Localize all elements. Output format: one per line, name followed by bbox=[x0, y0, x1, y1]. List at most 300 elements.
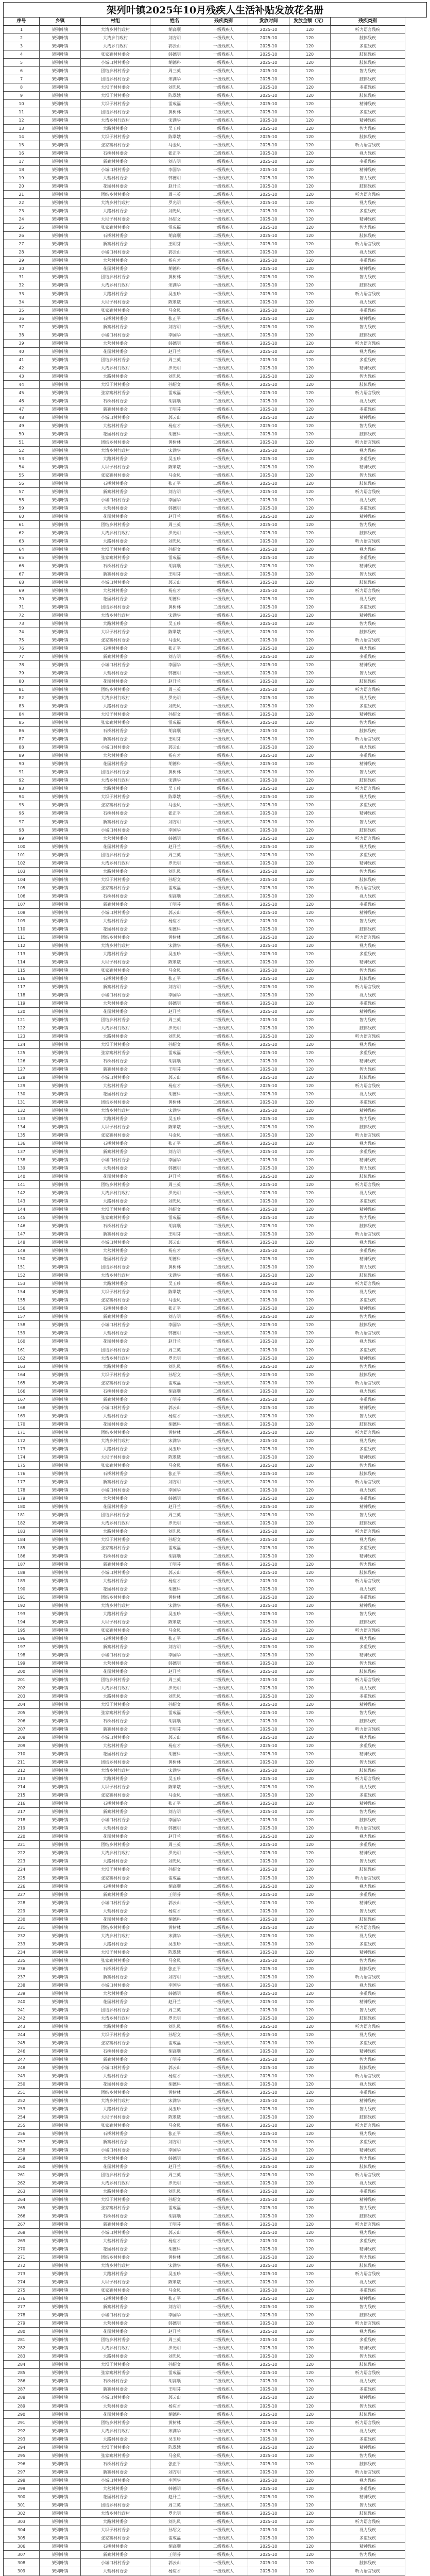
table-cell: 2025-10 bbox=[248, 537, 289, 546]
table-cell: 120 bbox=[289, 2006, 331, 2014]
table-cell: 131 bbox=[4, 1098, 40, 1107]
table-cell: 大坝子村村委会 bbox=[81, 83, 150, 92]
table-cell: 一级残疾人 bbox=[199, 224, 248, 232]
table-cell: 120 bbox=[289, 2534, 331, 2543]
table-cell: 2025-10 bbox=[248, 1610, 289, 1618]
table-cell: 288 bbox=[4, 2394, 40, 2402]
table-cell: 234 bbox=[4, 1948, 40, 1957]
table-cell: 视力残疾 bbox=[331, 1635, 405, 1643]
table-row bbox=[4, 1107, 427, 1115]
table-cell: 2025-10 bbox=[248, 1676, 289, 1684]
table-cell: 架列叶镇 bbox=[40, 620, 81, 628]
table-cell: 一级残疾人 bbox=[199, 1313, 248, 1321]
table-cell: 张家寨村村委会 bbox=[81, 554, 150, 562]
table-cell: 团结乡村村委会 bbox=[81, 108, 150, 116]
table-cell: 120 bbox=[289, 67, 331, 75]
table-cell: 一级残疾人 bbox=[199, 1115, 248, 1123]
table-cell: 235 bbox=[4, 1957, 40, 1965]
table-cell: 120 bbox=[289, 2023, 331, 2031]
table-cell: 120 bbox=[289, 1420, 331, 1429]
table-cell: 一级残疾人 bbox=[199, 2204, 248, 2212]
table-cell: 2025-10 bbox=[248, 1849, 289, 1857]
table-cell: 14 bbox=[4, 133, 40, 141]
table-cell: 120 bbox=[289, 2543, 331, 2551]
table-cell: 架列叶镇 bbox=[40, 1090, 81, 1098]
table-cell: 精神残疾 bbox=[331, 1800, 405, 1808]
table-cell: 赵开兰 bbox=[150, 843, 199, 851]
table-cell: 雷成福 bbox=[150, 2039, 199, 2047]
table-cell: 55 bbox=[4, 471, 40, 480]
table-cell: 架列叶镇 bbox=[40, 884, 81, 892]
table-cell: 120 bbox=[289, 1948, 331, 1957]
table-cell: 61 bbox=[4, 521, 40, 529]
table-cell: 2025-10 bbox=[248, 884, 289, 892]
table-cell: 100 bbox=[4, 843, 40, 851]
table-row bbox=[4, 1998, 427, 2006]
table-cell: 一级残疾人 bbox=[199, 1891, 248, 1899]
table-cell: 120 bbox=[289, 1841, 331, 1849]
table-cell: 238 bbox=[4, 1981, 40, 1990]
table-cell: 119 bbox=[4, 999, 40, 1008]
table-cell: 吴玉珍 bbox=[150, 1610, 199, 1618]
table-cell: 架列叶镇 bbox=[40, 1429, 81, 1437]
table-cell: 刘先凤 bbox=[150, 2518, 199, 2526]
table-cell: 120 bbox=[289, 1701, 331, 1709]
table-cell: 120 bbox=[289, 1354, 331, 1363]
table-row bbox=[4, 1074, 427, 1082]
table-cell: 小城口村村委会 bbox=[81, 909, 150, 917]
table-cell: 大路村村委会 bbox=[81, 1940, 150, 1948]
table-cell: 架列叶镇 bbox=[40, 1816, 81, 1824]
table-cell: 120 bbox=[289, 1189, 331, 1197]
table-cell: 小城口村村委会 bbox=[81, 166, 150, 174]
table-cell: 221 bbox=[4, 1841, 40, 1849]
table-cell: 团结乡村村委会 bbox=[81, 2006, 150, 2014]
table-cell: 架列叶镇 bbox=[40, 2179, 81, 2188]
table-cell: 团结乡村村委会 bbox=[81, 273, 150, 281]
table-cell: 郭云山 bbox=[150, 2394, 199, 2402]
table-cell: 一级残疾人 bbox=[199, 1371, 248, 1379]
table-cell: 120 bbox=[289, 1445, 331, 1453]
table-cell: 2025-10 bbox=[248, 1337, 289, 1346]
table-cell: 一级残疾人 bbox=[199, 1536, 248, 1544]
table-cell: 120 bbox=[289, 1668, 331, 1676]
table-cell: 听力语言残疾 bbox=[331, 488, 405, 496]
table-cell: 新寨村村委会 bbox=[81, 240, 150, 248]
table-cell: 120 bbox=[289, 2064, 331, 2072]
table-row bbox=[4, 2080, 427, 2089]
table-cell: 架列叶镇 bbox=[40, 727, 81, 735]
table-cell: 一级残疾人 bbox=[199, 2056, 248, 2064]
table-cell: 张家寨村村委会 bbox=[81, 884, 150, 892]
table-cell: 120 bbox=[289, 1725, 331, 1734]
table-cell: 138 bbox=[4, 1156, 40, 1164]
table-row bbox=[4, 2212, 427, 2221]
table-row bbox=[4, 215, 427, 224]
table-row bbox=[4, 1857, 427, 1866]
table-cell: 架列叶镇 bbox=[40, 776, 81, 785]
table-cell: 73 bbox=[4, 620, 40, 628]
table-cell: 大坝子村村委会 bbox=[81, 2526, 150, 2534]
table-cell: 罗光明 bbox=[150, 1354, 199, 1363]
table-cell: 79 bbox=[4, 669, 40, 677]
table-cell: 99 bbox=[4, 835, 40, 843]
table-cell: 2025-10 bbox=[248, 1998, 289, 2006]
table-cell: 296 bbox=[4, 2460, 40, 2468]
table-row bbox=[4, 942, 427, 950]
table-cell: 一级残疾人 bbox=[199, 1899, 248, 1907]
table-cell: 120 bbox=[289, 2468, 331, 2477]
table-cell: 一级残疾人 bbox=[199, 1032, 248, 1041]
table-cell: 一级残疾人 bbox=[199, 504, 248, 513]
table-cell: 2025-10 bbox=[248, 480, 289, 488]
table-cell: 二级残疾人 bbox=[199, 1140, 248, 1148]
table-cell: 237 bbox=[4, 1973, 40, 1981]
table-cell: 一级残疾人 bbox=[199, 100, 248, 108]
table-cell: 153 bbox=[4, 1280, 40, 1288]
table-cell: 120 bbox=[289, 2221, 331, 2229]
table-cell: 吴玉珍 bbox=[150, 620, 199, 628]
table-row bbox=[4, 801, 427, 809]
table-cell: 299 bbox=[4, 2485, 40, 2493]
table-row bbox=[4, 1131, 427, 1140]
table-cell: 花园村村委会 bbox=[81, 265, 150, 273]
table-row bbox=[4, 2567, 427, 2575]
table-cell: 二级残疾人 bbox=[199, 273, 248, 281]
table-cell: 智力残疾 bbox=[331, 1412, 405, 1420]
table-cell: 张家寨村村委会 bbox=[81, 224, 150, 232]
table-cell: 2025-10 bbox=[248, 1032, 289, 1041]
table-cell: 架列叶镇 bbox=[40, 785, 81, 793]
table-cell: 精神残疾 bbox=[331, 909, 405, 917]
table-cell: 120 bbox=[289, 2179, 331, 2188]
table-cell: 孙绍文 bbox=[150, 215, 199, 224]
table-cell: 一级残疾人 bbox=[199, 694, 248, 702]
table-cell: 团结乡村村委会 bbox=[81, 1263, 150, 1272]
table-row bbox=[4, 1891, 427, 1899]
table-cell: 大湾乡村行政村 bbox=[81, 1107, 150, 1115]
table-row bbox=[4, 1016, 427, 1024]
table-cell: 120 bbox=[289, 265, 331, 273]
table-cell: 2025-10 bbox=[248, 34, 289, 42]
table-row bbox=[4, 1008, 427, 1016]
table-cell: 多重残疾 bbox=[331, 1692, 405, 1701]
table-cell: 二级残疾人 bbox=[199, 603, 248, 612]
table-row bbox=[4, 2336, 427, 2344]
table-cell: 大营村村委会 bbox=[81, 1247, 150, 1255]
table-cell: 韩德明 bbox=[150, 2485, 199, 2493]
table-cell: 一级残疾人 bbox=[199, 1321, 248, 1329]
table-cell: 智力残疾 bbox=[331, 2253, 405, 2262]
table-cell: 2025-10 bbox=[248, 1800, 289, 1808]
table-cell: 李国华 bbox=[150, 1651, 199, 1659]
table-cell: 视力残疾 bbox=[331, 397, 405, 405]
table-cell: 108 bbox=[4, 909, 40, 917]
table-cell: 架列叶镇 bbox=[40, 1544, 81, 1552]
table-cell: 小城口村村委会 bbox=[81, 248, 150, 257]
table-cell: 一级残疾人 bbox=[199, 1874, 248, 1883]
table-row bbox=[4, 166, 427, 174]
table-cell: 2025-10 bbox=[248, 809, 289, 818]
table-cell: 听力语言残疾 bbox=[331, 191, 405, 199]
table-row bbox=[4, 1404, 427, 1412]
table-cell: 二级残疾人 bbox=[199, 2295, 248, 2303]
table-cell: 76 bbox=[4, 645, 40, 653]
table-cell: 120 bbox=[289, 2419, 331, 2427]
table-cell: 120 bbox=[289, 2377, 331, 2385]
table-cell: 2025-10 bbox=[248, 1016, 289, 1024]
table-cell: 刘方明 bbox=[150, 1478, 199, 1486]
table-cell: 肢体残疾 bbox=[331, 727, 405, 735]
table-cell: 架列叶镇 bbox=[40, 2146, 81, 2155]
table-cell: 杨应才 bbox=[150, 1412, 199, 1420]
table-row bbox=[4, 1280, 427, 1288]
table-cell: 团结乡村村委会 bbox=[81, 356, 150, 364]
table-cell: 一级残疾人 bbox=[199, 909, 248, 917]
table-cell: 二级残疾人 bbox=[199, 356, 248, 364]
table-cell: 297 bbox=[4, 2468, 40, 2477]
table-cell: 架列叶镇 bbox=[40, 1008, 81, 1016]
table-cell: 多重残疾 bbox=[331, 702, 405, 710]
table-row bbox=[4, 1024, 427, 1032]
table-cell: 大湾乡村行政村 bbox=[81, 2427, 150, 2435]
table-cell: 一级残疾人 bbox=[199, 785, 248, 793]
table-row bbox=[4, 1659, 427, 1668]
table-cell: 一级残疾人 bbox=[199, 2319, 248, 2328]
table-cell: 137 bbox=[4, 1148, 40, 1156]
table-cell: 架列叶镇 bbox=[40, 801, 81, 809]
table-cell: 一级残疾人 bbox=[199, 2559, 248, 2567]
table-cell: 刘方明 bbox=[150, 1148, 199, 1156]
table-cell: 120 bbox=[289, 1453, 331, 1462]
table-cell: 刘先凤 bbox=[150, 2023, 199, 2031]
table-cell: 2025-10 bbox=[248, 2196, 289, 2204]
table-cell: 一级残疾人 bbox=[199, 1503, 248, 1511]
table-cell: 大湾乡村行政村 bbox=[81, 2014, 150, 2023]
table-row bbox=[4, 356, 427, 364]
table-cell: 120 bbox=[289, 2122, 331, 2130]
table-cell: 新寨村村委会 bbox=[81, 1065, 150, 1074]
table-cell: 架列叶镇 bbox=[40, 868, 81, 876]
table-row bbox=[4, 1899, 427, 1907]
table-cell: 2025-10 bbox=[248, 1313, 289, 1321]
table-cell: 架列叶镇 bbox=[40, 809, 81, 818]
table-cell: 120 bbox=[289, 1057, 331, 1065]
table-cell: 120 bbox=[289, 42, 331, 50]
table-cell: 大营村村委会 bbox=[81, 2402, 150, 2411]
table-row bbox=[4, 59, 427, 67]
table-cell: 120 bbox=[289, 1849, 331, 1857]
table-cell: 一级残疾人 bbox=[199, 967, 248, 975]
table-cell: 2025-10 bbox=[248, 2072, 289, 2080]
table-cell: 视力残疾 bbox=[331, 892, 405, 901]
table-cell: 架列叶镇 bbox=[40, 1412, 81, 1420]
table-row bbox=[4, 1041, 427, 1049]
table-cell: 王明芬 bbox=[150, 901, 199, 909]
table-cell: 2025-10 bbox=[248, 1528, 289, 1536]
table-cell: 架列叶镇 bbox=[40, 1742, 81, 1750]
table-cell: 架列叶镇 bbox=[40, 116, 81, 125]
table-cell: 27 bbox=[4, 240, 40, 248]
table-cell: 吴玉珍 bbox=[150, 290, 199, 298]
table-cell: 二级残疾人 bbox=[199, 1057, 248, 1065]
table-cell: 2025-10 bbox=[248, 1767, 289, 1775]
table-cell: 胡高顺 bbox=[150, 727, 199, 735]
table-cell: 架列叶镇 bbox=[40, 2493, 81, 2501]
table-cell: 120 bbox=[289, 149, 331, 158]
table-row bbox=[4, 1445, 427, 1453]
table-cell: 精神残疾 bbox=[331, 315, 405, 323]
table-cell: 151 bbox=[4, 1263, 40, 1272]
table-cell: 2025-10 bbox=[248, 1734, 289, 1742]
table-cell: 黄树林 bbox=[150, 768, 199, 776]
table-cell: 小城口村村委会 bbox=[81, 59, 150, 67]
table-row bbox=[4, 859, 427, 868]
table-cell: 120 bbox=[289, 595, 331, 603]
table-cell: 一级残疾人 bbox=[199, 901, 248, 909]
table-cell: 花园村村委会 bbox=[81, 513, 150, 521]
table-cell: 162 bbox=[4, 1354, 40, 1363]
table-cell: 2025-10 bbox=[248, 826, 289, 835]
table-cell: 169 bbox=[4, 1412, 40, 1420]
table-cell: 肢体残疾 bbox=[331, 1074, 405, 1082]
table-cell: 架列叶镇 bbox=[40, 298, 81, 307]
table-cell: 架列叶镇 bbox=[40, 1387, 81, 1396]
table-cell: 2025-10 bbox=[248, 1280, 289, 1288]
table-cell: 周三英 bbox=[150, 1676, 199, 1684]
table-row bbox=[4, 1230, 427, 1239]
table-cell: 刘方明 bbox=[150, 983, 199, 991]
table-cell: 65 bbox=[4, 554, 40, 562]
table-cell: 杨应才 bbox=[150, 2567, 199, 2575]
table-cell: 架列叶镇 bbox=[40, 735, 81, 743]
table-cell: 255 bbox=[4, 2122, 40, 2130]
table-row bbox=[4, 1206, 427, 1214]
table-cell: 大路村村委会 bbox=[81, 1528, 150, 1536]
table-cell: 2025-10 bbox=[248, 1940, 289, 1948]
table-cell: 一级残疾人 bbox=[199, 331, 248, 340]
table-row bbox=[4, 389, 427, 397]
table-cell: 一级残疾人 bbox=[199, 1354, 248, 1363]
table-cell: 架列叶镇 bbox=[40, 1684, 81, 1692]
table-cell: 大坝子村村委会 bbox=[81, 546, 150, 554]
table-cell: 肢体残疾 bbox=[331, 430, 405, 438]
table-cell: 2025-10 bbox=[248, 1874, 289, 1883]
table-cell: 刘方明 bbox=[150, 2303, 199, 2311]
table-cell: 2025-10 bbox=[248, 702, 289, 710]
table-row bbox=[4, 669, 427, 677]
table-cell: 50 bbox=[4, 430, 40, 438]
table-cell: 架列叶镇 bbox=[40, 281, 81, 290]
table-cell: 2025-10 bbox=[248, 1329, 289, 1337]
table-row bbox=[4, 422, 427, 430]
table-cell: 肢体残疾 bbox=[331, 1222, 405, 1230]
table-cell: 120 bbox=[289, 348, 331, 356]
table-cell: 一级残疾人 bbox=[199, 1783, 248, 1791]
table-cell: 新寨村村委会 bbox=[81, 1313, 150, 1321]
table-cell: 视力残疾 bbox=[331, 199, 405, 207]
table-cell: 周三英 bbox=[150, 191, 199, 199]
table-cell: 120 bbox=[289, 843, 331, 851]
table-cell: 2025-10 bbox=[248, 2444, 289, 2452]
table-cell: 精神残疾 bbox=[331, 710, 405, 719]
table-cell: 架列叶镇 bbox=[40, 826, 81, 835]
table-cell: 28 bbox=[4, 248, 40, 257]
table-cell: 2025-10 bbox=[248, 2212, 289, 2221]
table-cell: 肢体残疾 bbox=[331, 1371, 405, 1379]
table-cell: 一级残疾人 bbox=[199, 2270, 248, 2278]
table-cell: 架列叶镇 bbox=[40, 521, 81, 529]
table-cell: 新寨村村委会 bbox=[81, 158, 150, 166]
table-cell: 159 bbox=[4, 1329, 40, 1337]
table-cell: 架列叶镇 bbox=[40, 1016, 81, 1024]
table-cell: 120 bbox=[289, 2319, 331, 2328]
table-cell: 架列叶镇 bbox=[40, 579, 81, 587]
table-cell: 架列叶镇 bbox=[40, 917, 81, 925]
table-cell: 120 bbox=[289, 1659, 331, 1668]
table-cell: 2025-10 bbox=[248, 364, 289, 372]
table-cell: 188 bbox=[4, 1569, 40, 1577]
table-cell: 听力语言残疾 bbox=[331, 2270, 405, 2278]
table-cell: 架列叶镇 bbox=[40, 1337, 81, 1346]
table-cell: 一级残疾人 bbox=[199, 1659, 248, 1668]
table-cell: 120 bbox=[289, 2188, 331, 2196]
table-cell: 2025-10 bbox=[248, 2031, 289, 2039]
table-cell: 一级残疾人 bbox=[199, 307, 248, 315]
table-row bbox=[4, 2014, 427, 2023]
table-cell: 多重残疾 bbox=[331, 108, 405, 116]
table-cell: 一级残疾人 bbox=[199, 2237, 248, 2245]
table-cell: 一级残疾人 bbox=[199, 207, 248, 215]
table-cell: 智力残疾 bbox=[331, 2303, 405, 2311]
table-cell: 架列叶镇 bbox=[40, 2237, 81, 2245]
table-cell: 肢体残疾 bbox=[331, 529, 405, 537]
table-cell: 架列叶镇 bbox=[40, 1024, 81, 1032]
table-cell: 19 bbox=[4, 174, 40, 182]
table-cell: 120 bbox=[289, 1429, 331, 1437]
table-cell: 120 bbox=[289, 50, 331, 59]
table-cell: 2025-10 bbox=[248, 2080, 289, 2089]
table-cell: 李国华 bbox=[150, 1981, 199, 1990]
table-cell: 架列叶镇 bbox=[40, 1808, 81, 1816]
table-cell: 一级残疾人 bbox=[199, 1990, 248, 1998]
table-cell: 陈翠娥 bbox=[150, 793, 199, 801]
table-cell: 黄树林 bbox=[150, 934, 199, 942]
table-row bbox=[4, 1618, 427, 1626]
table-cell: 智力残疾 bbox=[331, 372, 405, 381]
table-cell: 199 bbox=[4, 1659, 40, 1668]
table-cell: 听力语言残疾 bbox=[331, 686, 405, 694]
table-cell: 花园村村委会 bbox=[81, 2493, 150, 2501]
table-cell: 大坝子村村委会 bbox=[81, 381, 150, 389]
table-cell: 2025-10 bbox=[248, 925, 289, 934]
table-cell: 226 bbox=[4, 1883, 40, 1891]
table-cell: 多重残疾 bbox=[331, 1841, 405, 1849]
table-cell: 120 bbox=[289, 331, 331, 340]
table-cell: 2025-10 bbox=[248, 934, 289, 942]
table-cell: 大路村村委会 bbox=[81, 2023, 150, 2031]
table-cell: 架列叶镇 bbox=[40, 2460, 81, 2468]
table-cell: 一级残疾人 bbox=[199, 868, 248, 876]
table-cell: 2025-10 bbox=[248, 562, 289, 570]
table-cell: 孙绍文 bbox=[150, 876, 199, 884]
table-cell: 大坝子村村委会 bbox=[81, 2278, 150, 2286]
table-cell: 架列叶镇 bbox=[40, 694, 81, 702]
table-cell: 一级残疾人 bbox=[199, 2551, 248, 2559]
table-cell: 听力语言残疾 bbox=[331, 835, 405, 843]
table-cell: 郭云山 bbox=[150, 2559, 199, 2567]
table-cell: 石桥村村委会 bbox=[81, 1965, 150, 1973]
